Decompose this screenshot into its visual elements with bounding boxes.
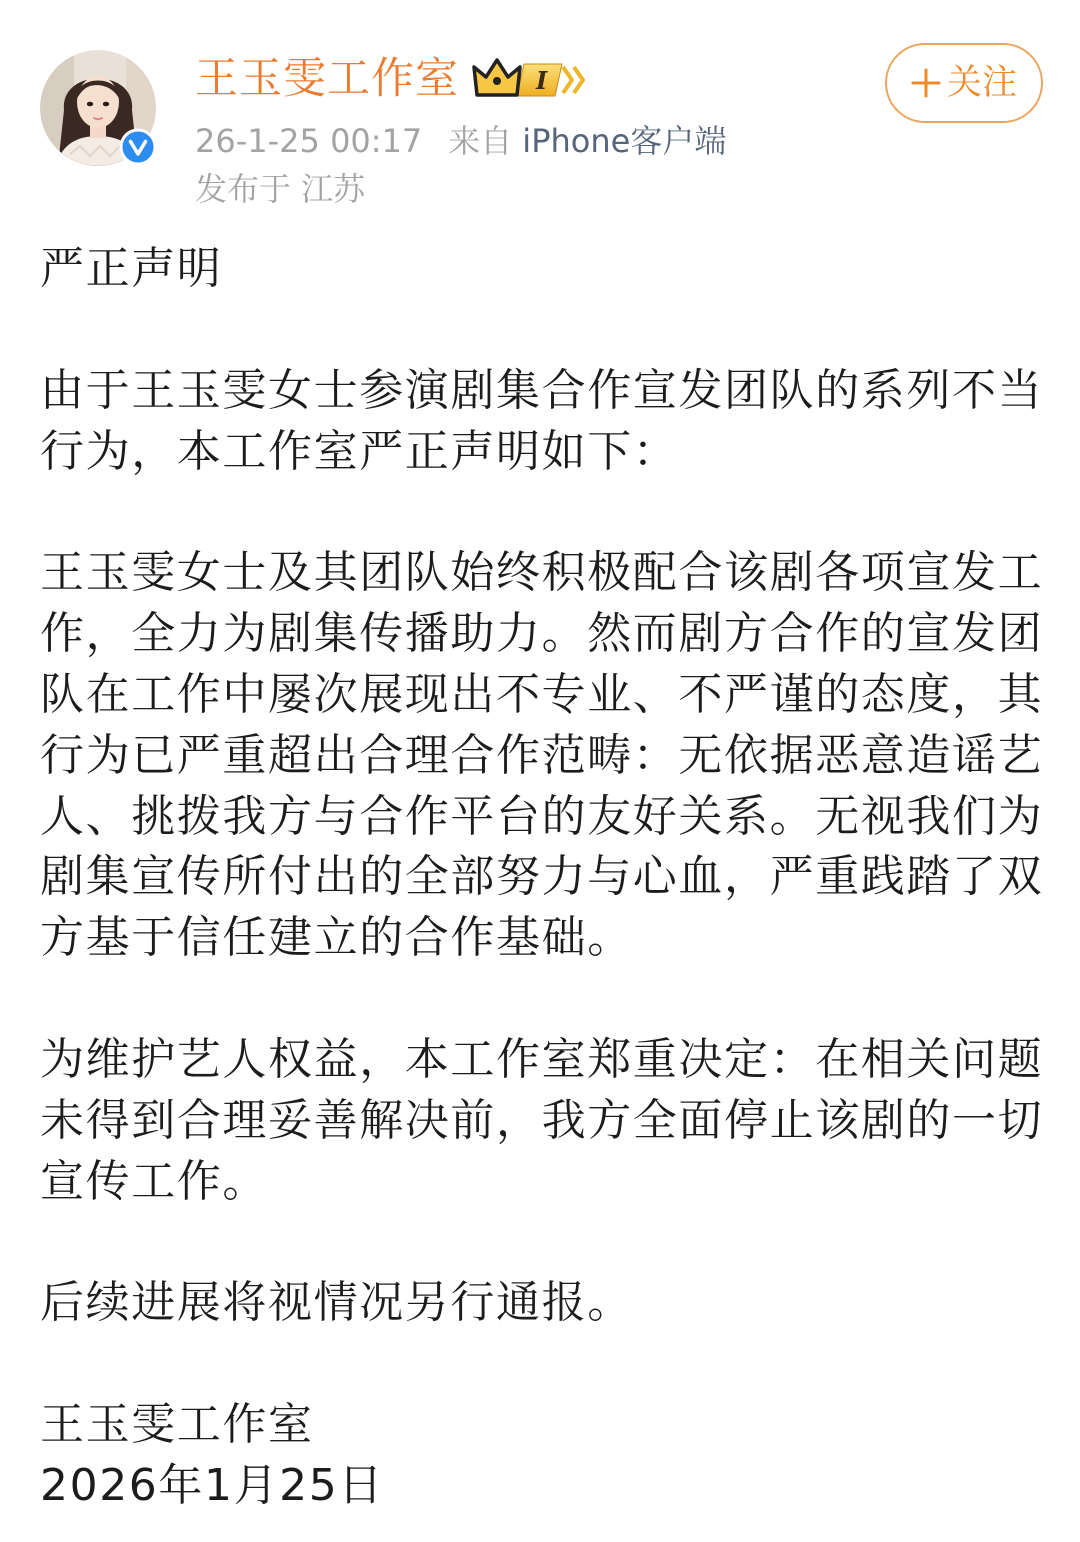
paragraph-4 [40, 1273, 1050, 1334]
author-name[interactable]: 王玉雯工作室 [195, 54, 459, 104]
post-title-block [40, 239, 1050, 300]
post-meta [195, 120, 726, 162]
statement-date: 2026年1月25日 [40, 1459, 384, 1511]
crown-icon[interactable] [470, 54, 590, 102]
signature: 王玉雯工作室 [40, 1399, 314, 1451]
text-line: 队在工作中屡次展现出不专业、不严谨的态度，其 [40, 668, 1044, 720]
member-level: I [536, 66, 548, 95]
text-line: 行为已严重超出合理合作范畴：无依据恶意造谣艺 [40, 729, 1044, 781]
plus-icon [911, 68, 941, 98]
verified-badge-icon [119, 128, 157, 166]
text-line: 王玉雯女士及其团队始终积极配合该剧各项宣发工 [40, 547, 1044, 599]
post-title: 严正声明 [40, 243, 223, 294]
text-line: 方基于信任建立的合作基础。 [40, 912, 633, 964]
text-line: 作，全力为剧集传播助力。然而剧方合作的宣发团 [40, 608, 1044, 660]
text-line: 为维护艺人权益，本工作室郑重决定：在相关问题 [40, 1033, 1044, 1085]
signature-block [40, 1395, 1050, 1517]
text-line: 由于王玉雯女士参演剧集合作宣发团队的系列不当 [40, 364, 1044, 416]
post-content [40, 239, 1050, 1517]
paragraph-1 [40, 361, 1050, 483]
text-line: 后续进展将视情况另行通报。 [40, 1277, 633, 1329]
paragraph-3 [40, 1030, 1050, 1213]
text-line: 宣传工作。 [40, 1155, 268, 1207]
text-line: 剧集宣传所付出的全部努力与心血，严重践踏了双 [40, 851, 1044, 903]
post-source: iPhone客户端 [522, 122, 727, 160]
text-line: 人、挑拨我方与合作平台的友好关系。无视我们为 [40, 790, 1044, 842]
text-line: 行为，本工作室严正声明如下： [40, 425, 679, 477]
follow-button[interactable] [885, 43, 1043, 123]
post-location: 发布于 江苏 [195, 170, 366, 208]
paragraph-2 [40, 543, 1050, 969]
follow-label: 关注 [946, 63, 1017, 103]
source-prefix: 来自 [448, 122, 513, 160]
post-time[interactable]: 26-1-25 00:17 [195, 122, 423, 160]
text-line: 未得到合理妥善解决前，我方全面停止该剧的一切 [40, 1094, 1044, 1146]
